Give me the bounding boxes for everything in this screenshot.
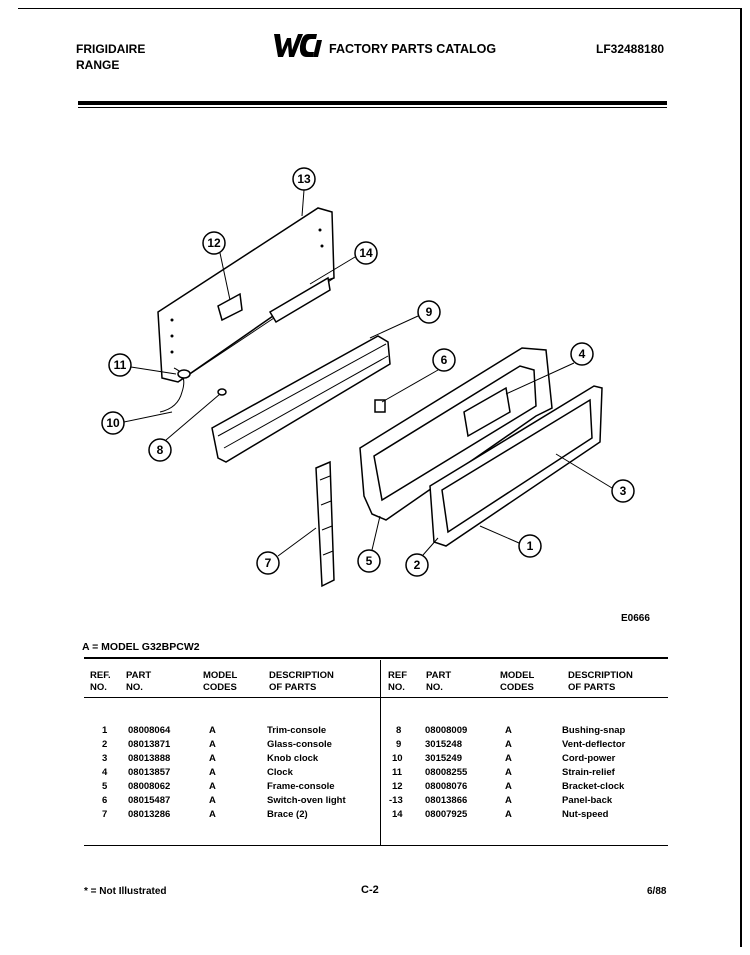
svg-text:3: 3: [619, 484, 627, 498]
header-part-no: PART NO.: [126, 670, 152, 693]
callout-6: [433, 349, 455, 371]
svg-text:7: 7: [264, 556, 272, 570]
wci-logo: [272, 30, 324, 60]
callout-4: [571, 343, 593, 365]
header-description: DESCRIPTION OF PARTS: [269, 670, 334, 693]
brace-part: [316, 462, 334, 586]
table-bottom-rule: [84, 845, 668, 846]
product-type: RANGE: [76, 58, 120, 72]
document-number: LF32488180: [596, 42, 665, 56]
page-number: C-2: [361, 884, 379, 896]
svg-text:9: 9: [425, 305, 433, 319]
svg-text:1: 1: [526, 539, 534, 553]
model-legend: A = MODEL G32BPCW2: [82, 641, 200, 653]
svg-text:14: 14: [359, 246, 373, 260]
svg-text:4: 4: [578, 347, 586, 361]
svg-text:10: 10: [106, 416, 120, 430]
back-panel-part: [158, 208, 334, 382]
callout-14: [355, 242, 377, 264]
header-rule: [78, 101, 667, 105]
callout-2: [406, 554, 428, 576]
header-part-no-2: PART NO.: [426, 670, 452, 693]
footnote: * = Not Illustrated: [84, 886, 167, 897]
svg-text:6: 6: [440, 353, 448, 367]
table-divider: [380, 660, 381, 846]
header-ref-no-2: REF NO.: [388, 670, 407, 693]
svg-text:12: 12: [207, 236, 221, 250]
callout-10: [102, 412, 124, 434]
catalog-title: FACTORY PARTS CATALOG: [329, 42, 497, 56]
revision-date: 6/88: [647, 886, 667, 897]
svg-text:8: 8: [156, 443, 164, 457]
callout-13: [293, 168, 315, 190]
header-rule-thin: [78, 107, 667, 108]
callout-11: [109, 354, 131, 376]
header-description-2: DESCRIPTION OF PARTS: [568, 670, 633, 693]
svg-text:11: 11: [113, 358, 127, 372]
table-header-rule: [84, 697, 668, 698]
drawing-code: E0666: [621, 613, 650, 624]
header-model-codes: MODEL CODES: [203, 670, 238, 693]
header-ref-no: REF. NO.: [90, 670, 111, 693]
callout-9: [418, 301, 440, 323]
brand-name: FRIGIDAIRE: [76, 42, 146, 56]
svg-text:13: 13: [297, 172, 311, 186]
header-model-codes-2: MODEL CODES: [500, 670, 535, 693]
svg-text:2: 2: [413, 558, 421, 572]
callout-8: [149, 439, 171, 461]
callout-3: [612, 480, 634, 502]
callout-7: [257, 552, 279, 574]
exploded-parts-diagram: [90, 160, 670, 600]
callout-5: [358, 550, 380, 572]
vent-deflector-part: [212, 336, 390, 462]
table-top-rule: [84, 657, 668, 659]
callout-1: [519, 535, 541, 557]
callout-12: [203, 232, 225, 254]
svg-text:5: 5: [365, 554, 373, 568]
